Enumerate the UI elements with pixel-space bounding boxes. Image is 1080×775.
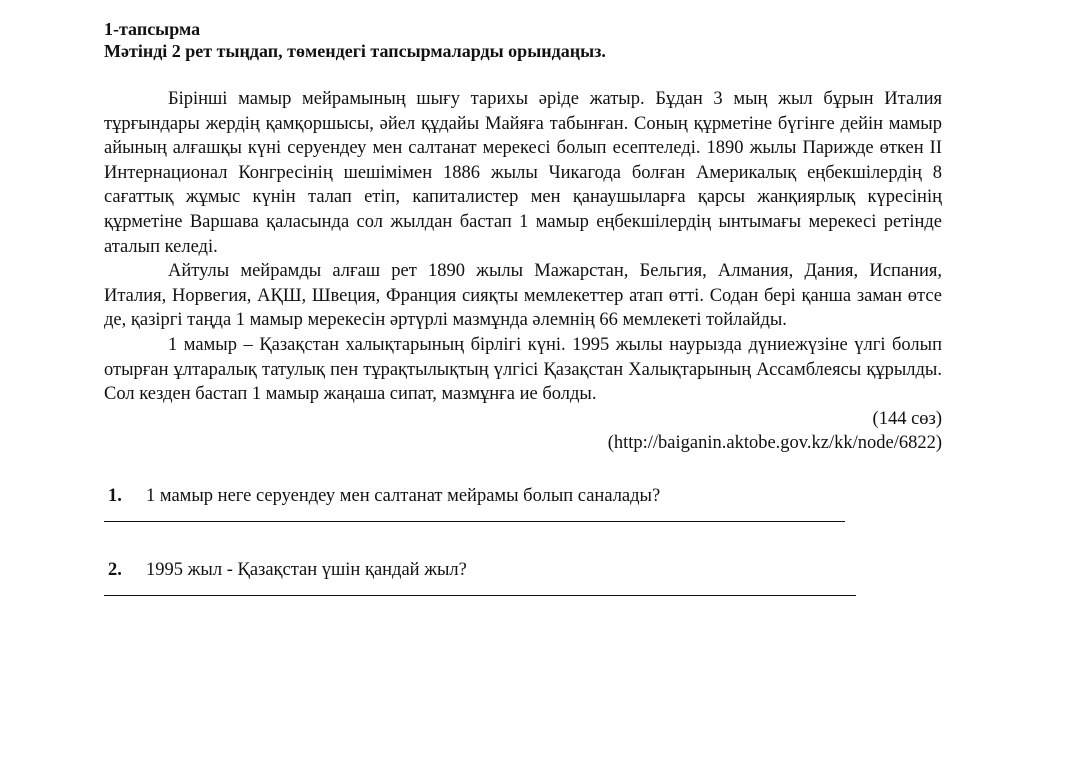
reading-text <box>104 87 942 456</box>
answer-line[interactable] <box>104 595 856 596</box>
answer-line[interactable] <box>104 521 845 522</box>
task-title: 1-тапсырма <box>104 19 201 39</box>
paragraph-3: 1 мамыр – Қазақстан халықтарының бірлігі күні. 1995 жылы наурызда дүниежүзіне үлгі болып отырған ұлтаралық татулық пен тұрақтылықтың үлгісі Қазақстан Халықтарының Ассамблеясы құрылды. Сол кезден бастап 1 мамыр жаңаша сипат, мазмұнға ие болды. <box>104 334 942 405</box>
paragraph-2: Айтулы мейрамды алғаш рет 1890 жылы Мажарстан, Бельгия, Алмания, Дания, Испания, Италия, Норвегия, АҚШ, Швеция, Франция сияқты мемлекеттер атап өтті. Содан бері қанша заман өтсе де, қазіргі таңда 1 мамыр мерекесін әртүрлі мазмұнда әлемнің 66 мемлекеті тойлайды. <box>104 261 942 331</box>
source-link: (http://baiganin.aktobe.gov.kz/kk/node/6822) <box>607 433 942 454</box>
document-page <box>104 18 942 596</box>
questions-list <box>104 484 942 596</box>
question-number: 1. <box>108 485 122 506</box>
question-text: 1 мамыр неге серуендеу мен салтанат мейрамы болып саналады? <box>146 485 661 506</box>
task-instruction: Мәтінді 2 рет тыңдап, төмендегі тапсырмаларды орындаңыз. <box>104 41 606 61</box>
question-item <box>104 484 942 522</box>
question-text: 1995 жыл - Қазақстан үшін қандай жыл? <box>146 559 467 580</box>
question-number: 2. <box>108 559 122 580</box>
word-count: (144 сөз) <box>872 408 942 429</box>
paragraph-1: Бірінші мамыр мейрамының шығу тарихы әріде жатыр. Бұдан 3 мың жыл бұрын Италия тұрғындары жердің қамқоршысы, әйел құдайы Майяға табынған. Соның құрметіне бүгінге дейін мамыр айының алғашқы күні серуендеу мен салтанат мерекесі болып есептеледі. 1890 жылы Парижде өткен II Интернационал Конгресінің шешімімен 1886 жылы Чикагода болған Америкалық еңбекшілердің 8 сағаттық жұмыс күнін талап етіп, капиталистер мен қанаушыларға қарсы жанқиярлық күресінің құрметіне Варшава қаласында сол жылдан бастап 1 мамыр еңбекшілердің ынтымағы мерекесі ретінде аталып келеді. <box>104 89 942 257</box>
question-item <box>104 558 942 596</box>
